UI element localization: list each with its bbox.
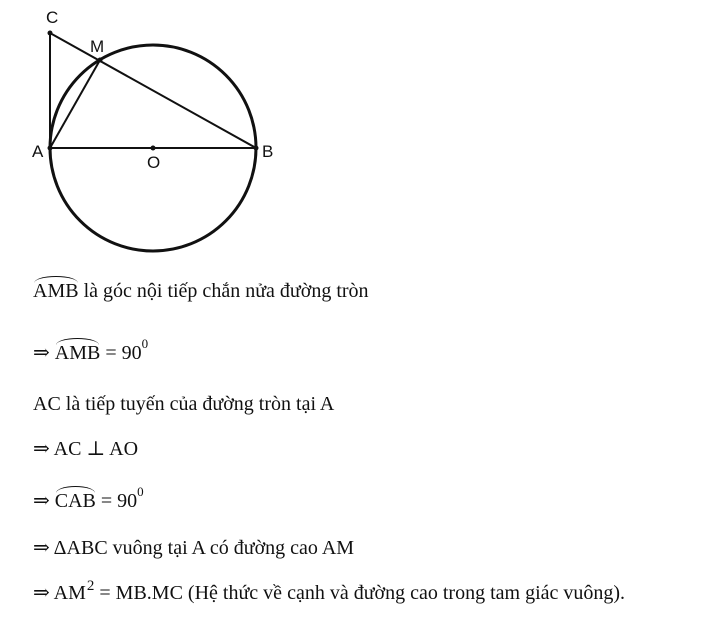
segment-am — [50, 60, 100, 148]
geometry-figure — [0, 0, 718, 262]
lhs-am: AM — [53, 582, 86, 604]
label-m: M — [90, 37, 105, 56]
power-two: 2 — [86, 578, 95, 594]
degree-mark: 0 — [141, 336, 149, 352]
label-b: B — [262, 142, 274, 161]
line-7-text: = MB.MC (Hệ thức về cạnh và đường cao trong tam giác vuông). — [99, 582, 626, 604]
label-a: A — [32, 142, 44, 161]
implies-symbol: ⇒ — [33, 342, 50, 364]
implies-symbol: ⇒ — [33, 537, 50, 559]
label-c: C — [46, 8, 59, 27]
angle-cab: CAB — [54, 490, 96, 512]
line-3-text: AC là tiếp tuyến của đường tròn tại A — [33, 393, 335, 415]
solution-line-3 — [33, 392, 334, 416]
degree-mark: 0 — [137, 484, 144, 500]
label-o: O — [147, 153, 161, 172]
angle-amb: AMB — [33, 280, 79, 302]
point-b — [254, 146, 259, 151]
implies-symbol: ⇒ — [33, 490, 50, 512]
implies-symbol: ⇒ — [33, 582, 50, 604]
solution-line-2 — [33, 336, 149, 365]
point-m — [98, 58, 103, 63]
line-6-text: ΔABC vuông tại A có đường cao AM — [53, 537, 355, 559]
point-o — [151, 146, 156, 151]
implies-symbol: ⇒ — [33, 438, 50, 460]
point-a — [48, 146, 53, 151]
angle-amb: AMB — [54, 342, 101, 364]
segment-cb — [50, 33, 256, 148]
point-c — [48, 31, 53, 36]
equals-value: = 90 — [105, 342, 142, 364]
solution-line-7 — [33, 578, 626, 607]
equals-value: = 90 — [100, 490, 138, 512]
solution-line-4 — [33, 437, 138, 461]
solution-line-5 — [33, 484, 144, 513]
line-4-text: AC ⊥ AO — [53, 438, 139, 460]
line-1-text: là góc nội tiếp chắn nửa đường tròn — [83, 280, 369, 302]
solution-line-1 — [33, 279, 369, 303]
solution-line-6 — [33, 536, 354, 560]
